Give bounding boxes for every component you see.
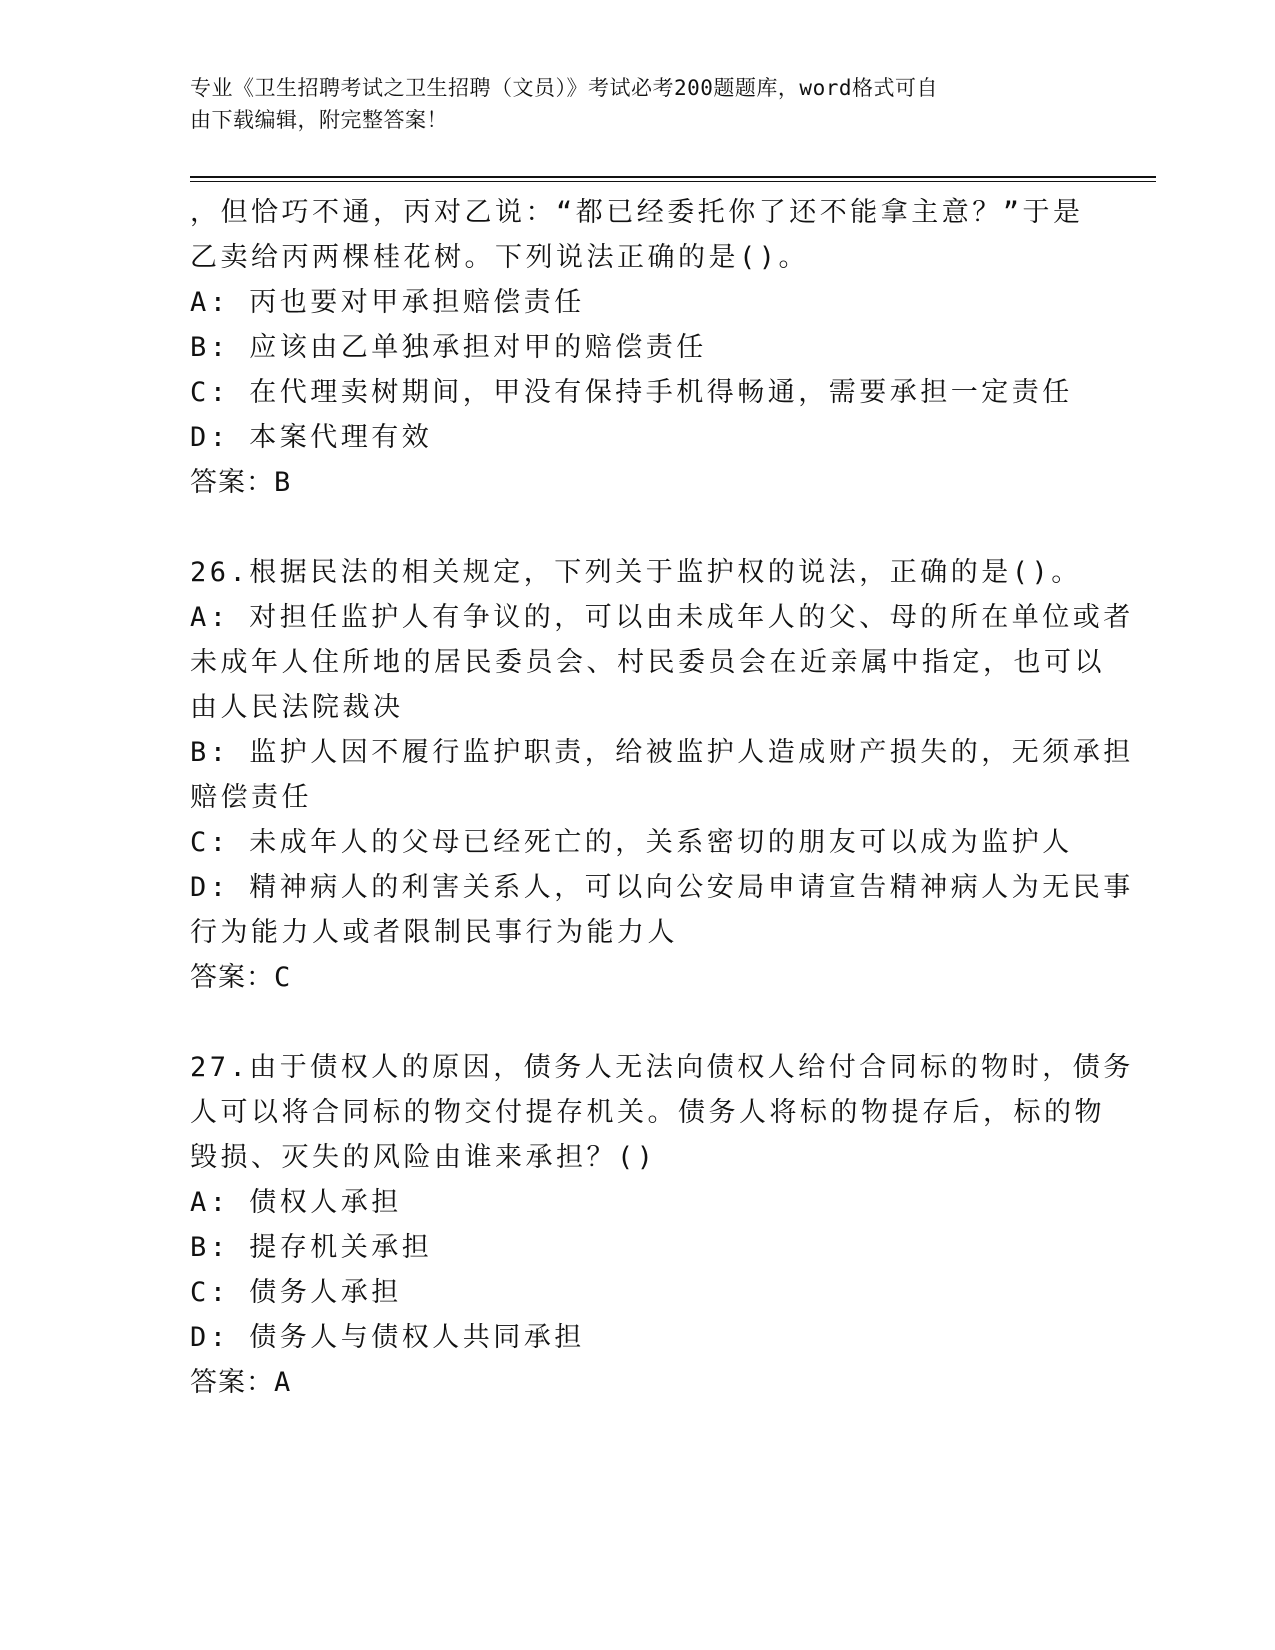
question-stem: 毁损、灭失的风险由谁来承担？() (190, 1142, 657, 1173)
answer-value: C (274, 962, 292, 993)
option-b-cont: 赔偿责任 (190, 782, 312, 813)
option-a-cont: 由人民法院裁决 (190, 692, 404, 723)
option-d: D: 精神病人的利害关系人，可以向公安局申请宣告精神病人为无民事 (190, 872, 1134, 903)
answer-label: 答案： (190, 962, 274, 993)
answer-label: 答案： (190, 1367, 274, 1398)
option-d-cont: 行为能力人或者限制民事行为能力人 (190, 917, 678, 948)
question-stem: 26.根据民法的相关规定，下列关于监护权的说法，正确的是()。 (190, 557, 1082, 588)
option-d: D: 本案代理有效 (190, 422, 433, 453)
header-divider-thin (190, 181, 1156, 182)
page-header (190, 72, 1090, 136)
question-stem: ，但恰巧不通，丙对乙说：“都已经委托你了还不能拿主意？”于是 (190, 197, 1084, 228)
option-c: C: 未成年人的父母已经死亡的，关系密切的朋友可以成为监护人 (190, 827, 1073, 858)
spacer (190, 1000, 1090, 1045)
option-d: D: 债务人与债权人共同承担 (190, 1322, 585, 1353)
question-26 (190, 550, 1134, 1000)
answer-label: 答案： (190, 467, 274, 498)
option-a: A: 债权人承担 (190, 1187, 402, 1218)
option-a: A: 对担任监护人有争议的，可以由未成年人的父、母的所在单位或者 (190, 602, 1134, 633)
answer (190, 955, 1090, 1000)
option-b: B: 监护人因不履行监护职责，给被监护人造成财产损失的，无须承担 (190, 737, 1134, 768)
document-body (190, 190, 1134, 1405)
option-b: B: 应该由乙单独承担对甲的赔偿责任 (190, 332, 707, 363)
answer (190, 460, 1090, 505)
option-b: B: 提存机关承担 (190, 1232, 433, 1263)
question-27 (190, 1045, 1134, 1405)
option-c: C: 在代理卖树期间，甲没有保持手机得畅通，需要承担一定责任 (190, 377, 1073, 408)
option-c: C: 债务人承担 (190, 1277, 402, 1308)
header-line: 专业《卫生招聘考试之卫生招聘（文员）》考试必考200题题库，word格式可自 (190, 76, 938, 100)
answer-value: B (274, 467, 292, 498)
question-stem: 人可以将合同标的物交付提存机关。债务人将标的物提存后，标的物 (190, 1097, 1105, 1128)
header-divider (190, 176, 1156, 178)
question-25 (190, 190, 1090, 505)
question-stem: 27.由于债权人的原因，债务人无法向债权人给付合同标的物时，债务 (190, 1052, 1134, 1083)
option-a: A: 丙也要对甲承担赔偿责任 (190, 287, 585, 318)
header-line: 由下载编辑，附完整答案！ (190, 108, 448, 132)
answer-value: A (274, 1367, 292, 1398)
question-stem: 乙卖给丙两棵桂花树。下列说法正确的是()。 (190, 242, 810, 273)
option-a-cont: 未成年人住所地的居民委员会、村民委员会在近亲属中指定，也可以 (190, 647, 1105, 678)
spacer (190, 505, 1090, 550)
answer (190, 1360, 1090, 1405)
